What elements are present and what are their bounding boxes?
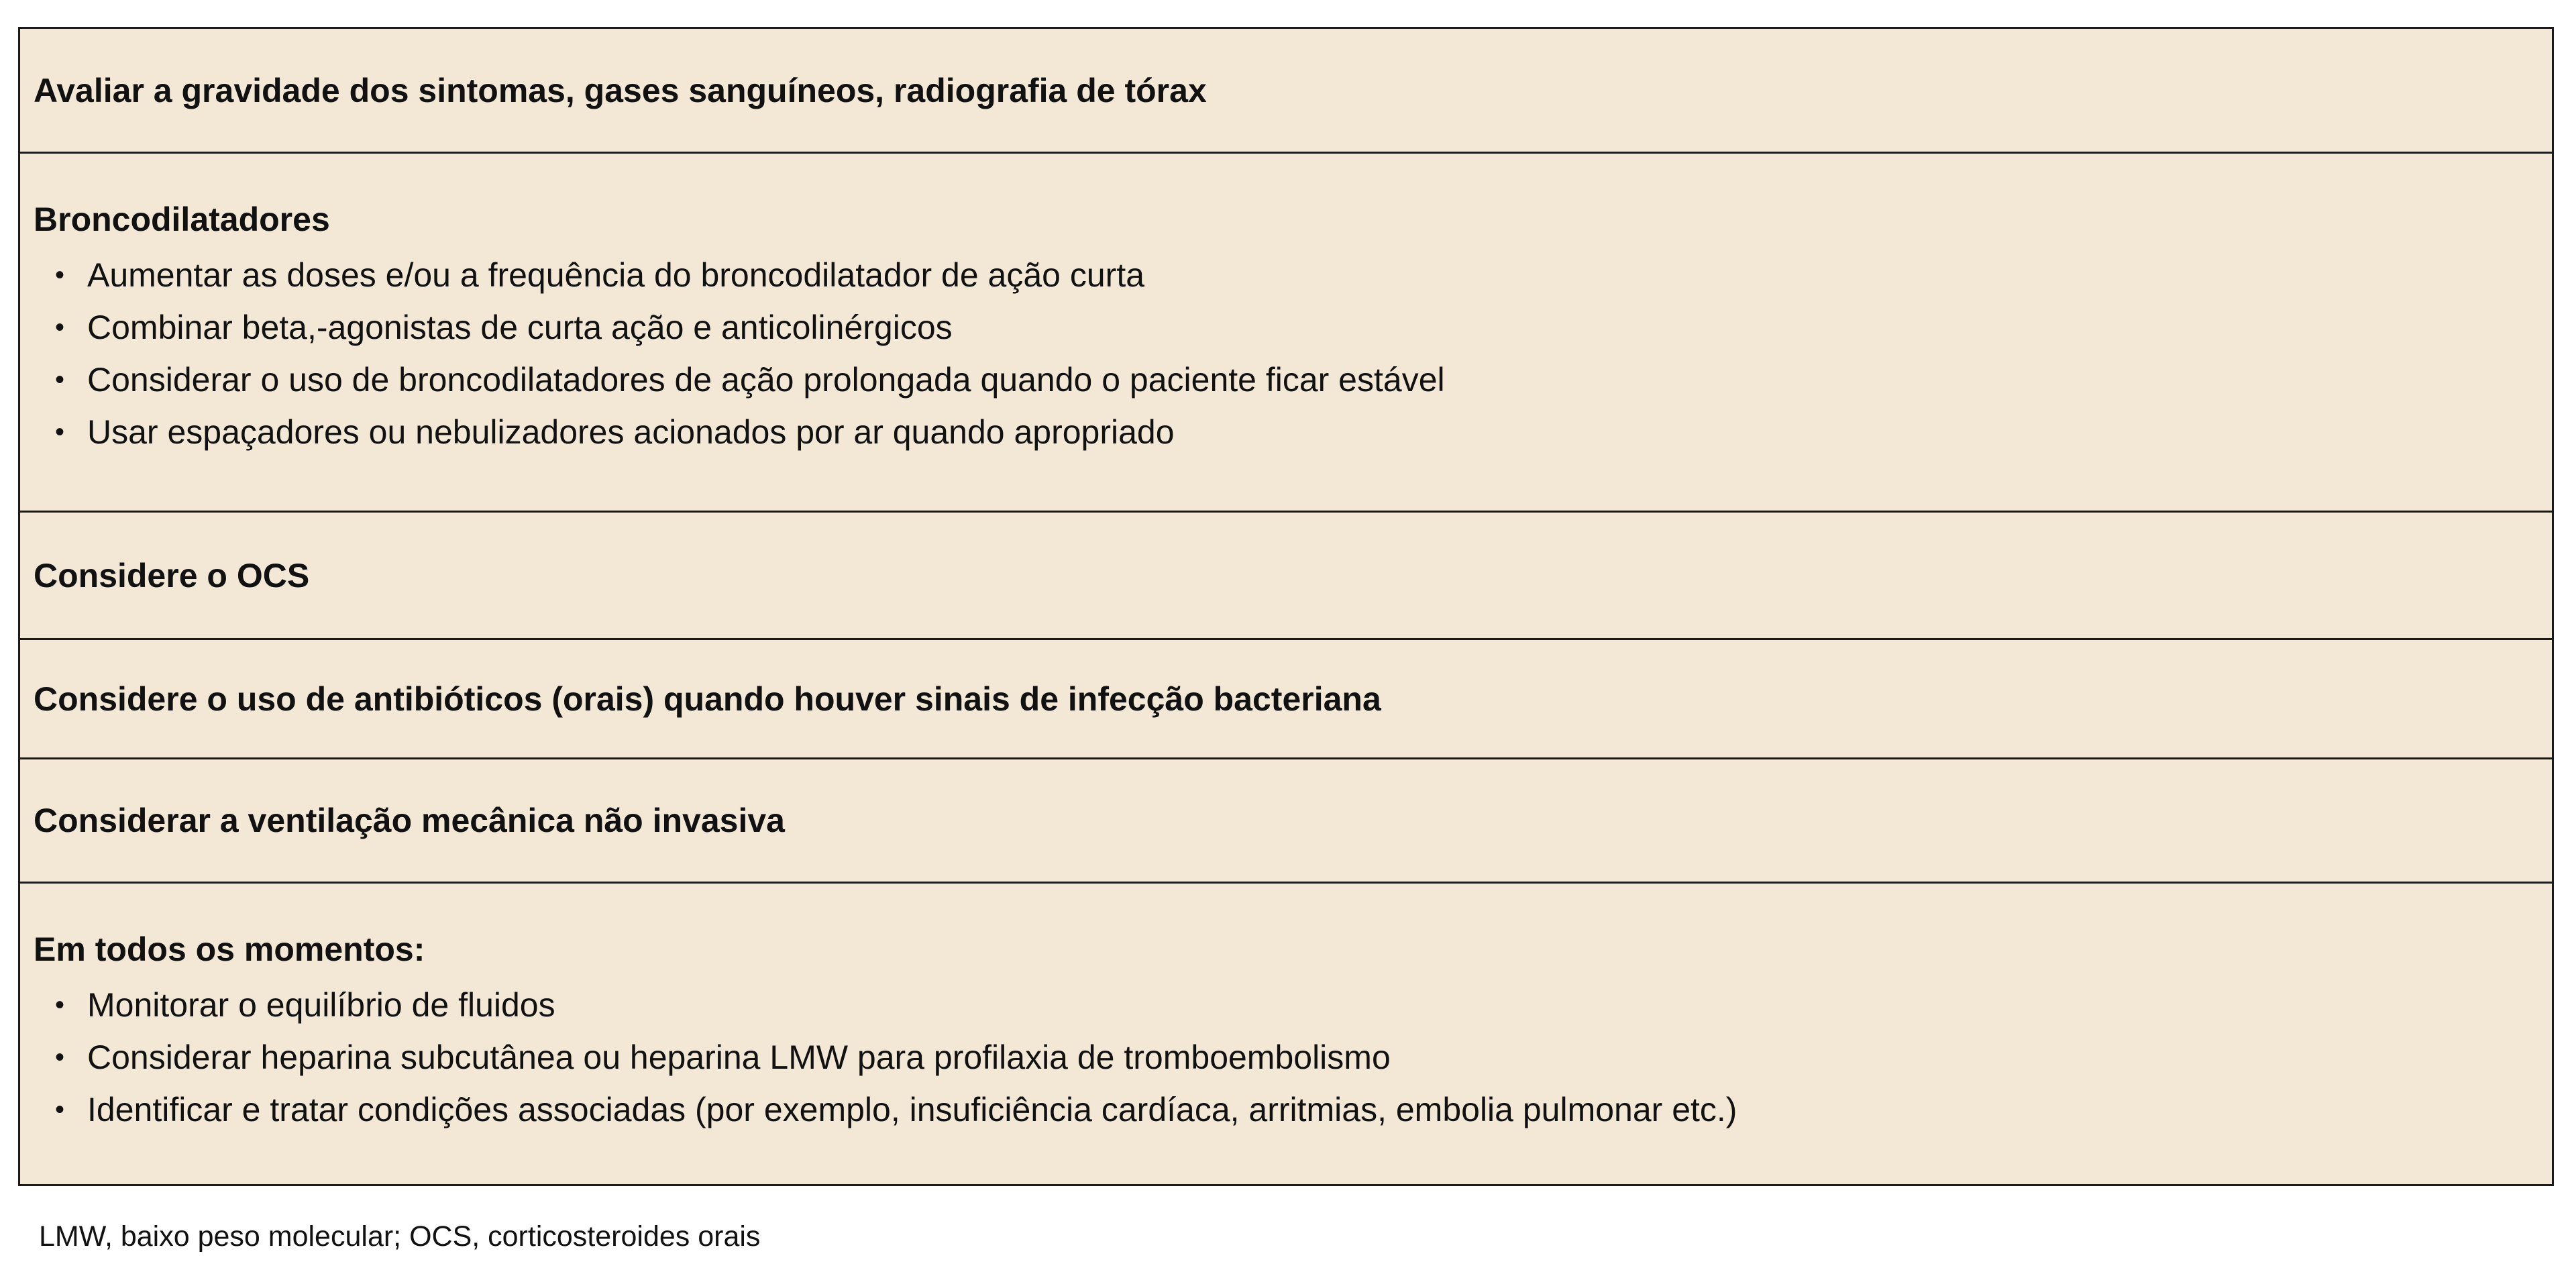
bronchodilators-list	[34, 249, 2538, 458]
list-item-text: Usar espaçadores ou nebulizadores acionados por ar quando apropriado	[87, 413, 1175, 451]
treatment-table	[18, 27, 2554, 1186]
list-item-text: Aumentar as doses e/ou a frequência do broncodilatador de ação curta	[87, 256, 1145, 294]
ventilation-heading: Considerar a ventilação mecânica não invasiva	[34, 802, 785, 839]
bullet-icon: •	[55, 313, 65, 342]
row-ocs	[20, 511, 2552, 638]
list-item-text: Combinar beta,-agonistas de curta ação e anticolinérgicos	[87, 309, 953, 346]
row-always	[20, 882, 2552, 1184]
assess-heading: Avaliar a gravidade dos sintomas, gases sanguíneos, radiografia de tórax	[34, 71, 1207, 109]
always-list	[34, 979, 2538, 1136]
list-item	[34, 979, 2538, 1031]
list-item	[34, 301, 2538, 354]
list-item	[34, 406, 2538, 458]
antibiotics-heading: Considere o uso de antibióticos (orais) quando houver sinais de infecção bacteriana	[34, 680, 1381, 718]
ocs-heading: Considere o OCS	[34, 556, 310, 594]
list-item-text: Considerar heparina subcutânea ou heparina LMW para profilaxia de tromboembolismo	[87, 1039, 1391, 1076]
bullet-icon: •	[55, 1095, 65, 1124]
bullet-icon: •	[55, 1043, 65, 1072]
row-assess	[20, 29, 2552, 152]
always-heading: Em todos os momentos:	[34, 931, 425, 968]
list-item-text: Identificar e tratar condições associadas (por exemplo, insuficiência cardíaca, arritmias, embolia pulmonar etc.)	[87, 1091, 1737, 1128]
list-item-text: Considerar o uso de broncodilatadores de ação prolongada quando o paciente ficar estável	[87, 361, 1445, 399]
list-item	[34, 1083, 2538, 1136]
list-item-text: Monitorar o equilíbrio de fluidos	[87, 986, 555, 1024]
bullet-icon: •	[55, 365, 65, 394]
bullet-icon: •	[55, 417, 65, 447]
list-item	[34, 249, 2538, 301]
list-item	[34, 1031, 2538, 1083]
row-antibiotics	[20, 638, 2552, 757]
row-ventilation	[20, 757, 2552, 882]
bullet-icon: •	[55, 990, 65, 1020]
bullet-icon: •	[55, 260, 65, 290]
list-item	[34, 354, 2538, 406]
bronchodilators-heading: Broncodilatadores	[34, 201, 330, 238]
row-bronchodilators	[20, 152, 2552, 511]
footnote: LMW, baixo peso molecular; OCS, corticosteroides orais	[39, 1220, 761, 1253]
